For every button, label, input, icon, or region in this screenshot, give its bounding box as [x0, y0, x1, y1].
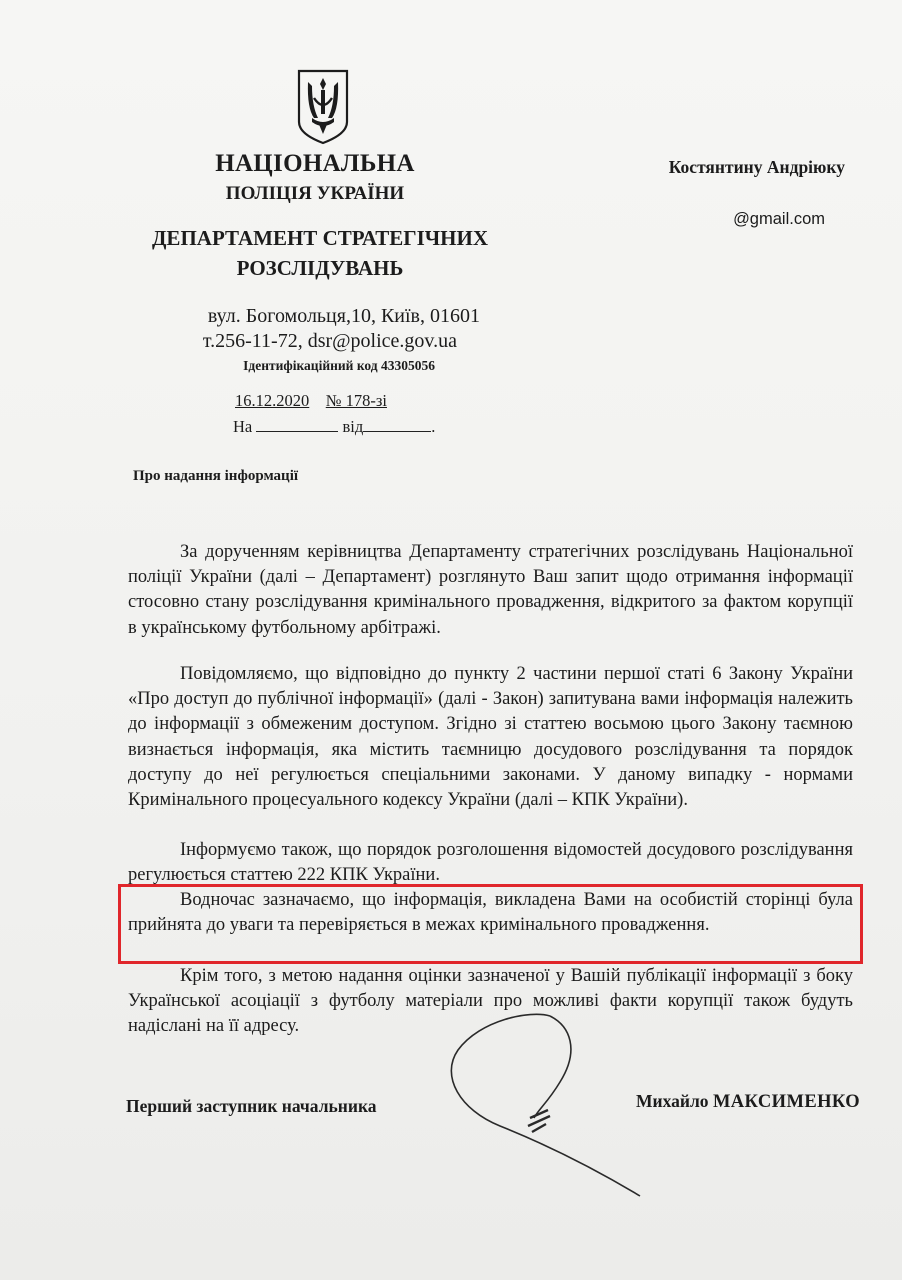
department-line2: РОЗСЛІДУВАНЬ	[236, 256, 404, 280]
handwritten-signature	[430, 1010, 660, 1210]
id-code: Ідентифікаційний код 43305056	[243, 358, 435, 373]
recipient-name: Костянтину Андріюку	[668, 157, 845, 177]
body-paragraph-4: Водночас зазначаємо, що інформація, викладена Вами на особистій сторінці була прийнята до уваги та перевіряється в межах кримінального провадження.	[128, 890, 853, 936]
org-name-line1: НАЦІОНАЛЬНА	[215, 150, 415, 177]
body-paragraph-5: Крім того, з метою надання оцінки зазначеної у Вашій публікації інформації з боку Української асоціації з футболу матеріали про можливі факти корупції також будуть надіслані на її адресу.	[128, 966, 853, 1037]
reply-reference-line	[233, 417, 435, 437]
address: вул. Богомольця,10, Київ, 01601	[207, 305, 480, 327]
trident-coat-of-arms-icon	[296, 68, 350, 146]
reply-end: .	[431, 417, 436, 436]
body-paragraph-1: За дорученням керівництва Департаменту стратегічних розслідувань Національної поліції України (далі – Департамент) розглянуто Ваш запит щодо отримання інформації стосовно стану розслідування кримінального провадження, відкритого за фактом корупції в українському футбольному арбітражі.	[128, 542, 853, 638]
reply-from-label: від	[342, 417, 364, 436]
subject-line: Про надання інформації	[133, 468, 299, 484]
contacts: т.256-11-72, dsr@police.gov.ua	[202, 330, 457, 352]
letter-number: № 178-зі	[325, 391, 387, 410]
reply-prefix: На	[233, 417, 253, 436]
department-line1: ДЕПАРТАМЕНТ СТРАТЕГІЧНИХ	[151, 226, 488, 250]
signatory-last-name: МАКСИМЕНКО	[712, 1092, 860, 1112]
signatory-first-name: Михайло	[636, 1091, 709, 1111]
reply-date-blank	[363, 417, 431, 432]
body-paragraph-2: Повідомляємо, що відповідно до пункту 2 частини першої статі 6 Закону України «Про доступ до публічної інформації» (далі - Закон) запитувана вами інформація належить до інформації з обмеженим доступом. Згідно зі статтею восьмою цього Закону таємною визнається інформація, яка містить таємницю досудового розслідування та порядок доступу до неї регулюється спеціальними законами. У даному випадку - нормами Кримінального процесуального кодексу України (далі – КПК України).	[128, 664, 853, 811]
body-paragraph-3: Інформуємо також, що порядок розголошення відомостей досудового розслідування регулюється статтею 222 КПК України.	[128, 840, 853, 886]
letter-date: 16.12.2020	[235, 391, 310, 410]
date-number-line	[235, 391, 387, 411]
reply-number-blank	[256, 417, 338, 432]
recipient-email: @gmail.com	[733, 210, 825, 228]
signatory-title: Перший заступник начальника	[126, 1096, 377, 1116]
org-name-line2: ПОЛІЦІЯ УКРАЇНИ	[225, 183, 405, 204]
highlight-box	[118, 884, 863, 964]
